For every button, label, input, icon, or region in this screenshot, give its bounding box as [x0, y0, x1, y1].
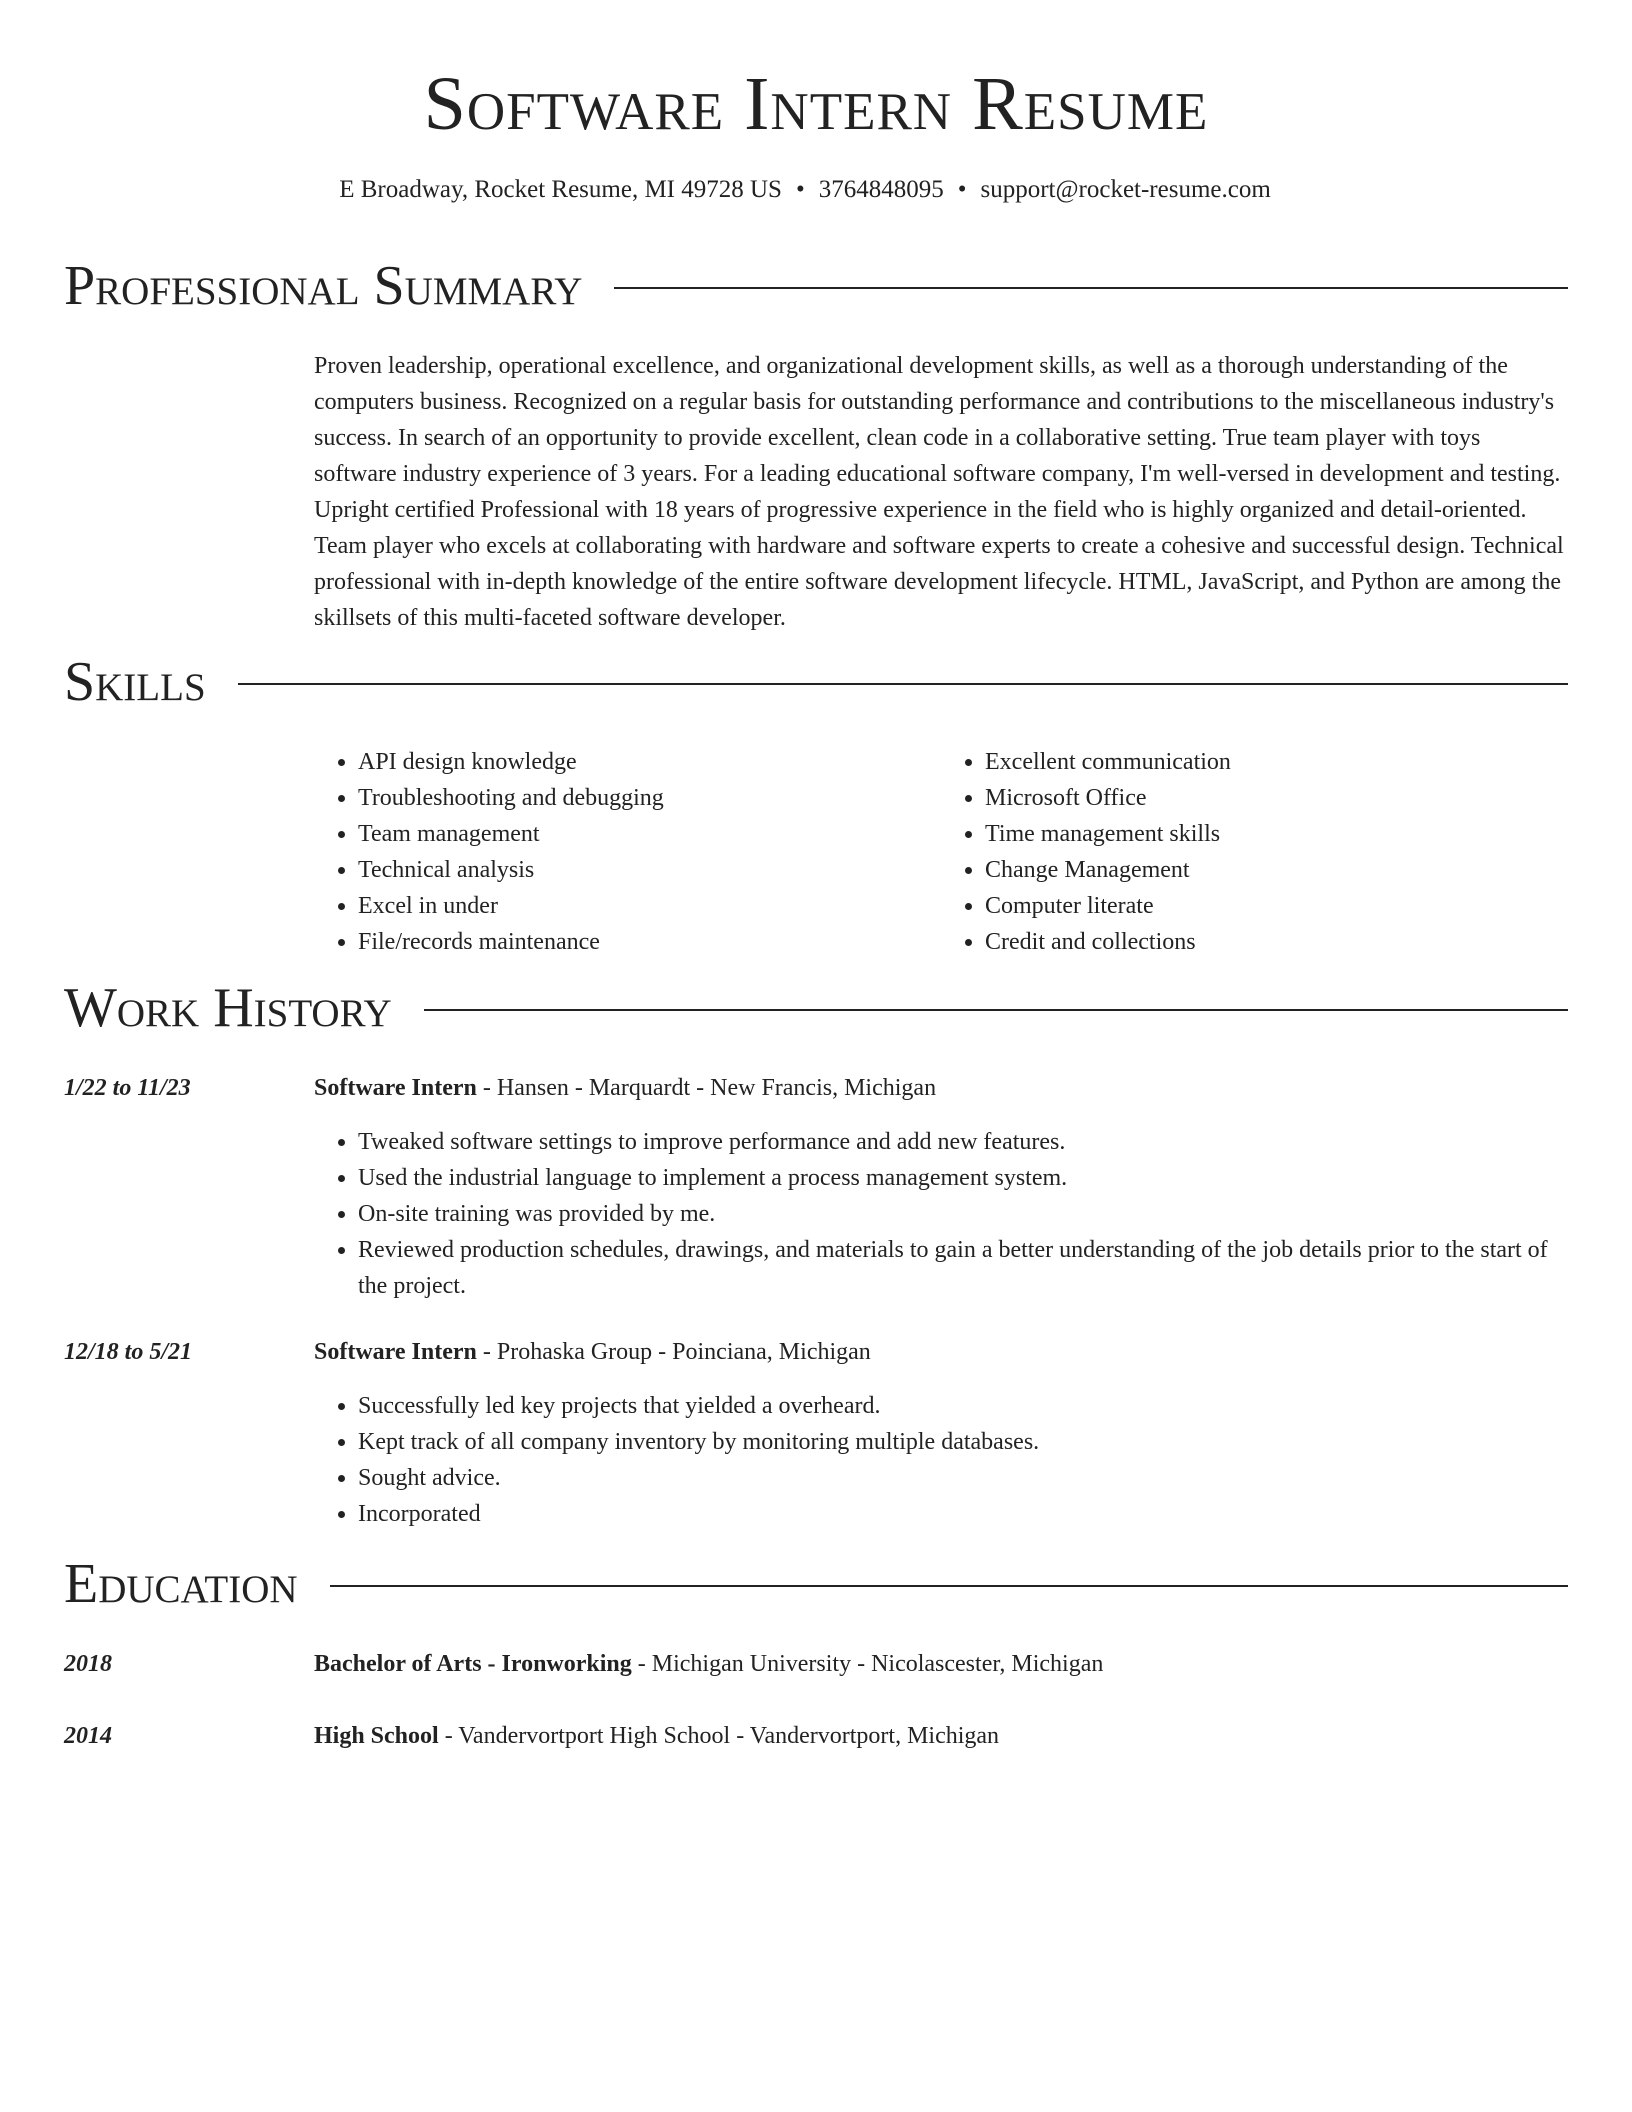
contact-email: support@rocket-resume.com [980, 176, 1271, 203]
education-year: 2018 [64, 1651, 112, 1677]
job-dates: 1/22 to 11/23 [64, 1075, 191, 1101]
contact-address: E Broadway, Rocket Resume, MI 49728 US [339, 176, 782, 203]
summary-header [64, 254, 1568, 318]
contact-separator: • [795, 176, 805, 203]
job-heading [314, 1334, 1568, 1370]
summary-section [64, 254, 1568, 636]
job-bullets [314, 1388, 1568, 1532]
education-degree: Bachelor of Arts - Ironworking [314, 1651, 632, 1677]
skill-item: • Computer literate [985, 888, 1568, 924]
section-divider [424, 1009, 1568, 1011]
job-title: Software Intern [314, 1339, 477, 1365]
skills-grid [314, 744, 1568, 960]
education-heading: Education [64, 1553, 298, 1615]
job-details: - Prohaska Group - Poinciana, Michigan [476, 1339, 871, 1365]
job-bullet: • Incorporated [358, 1496, 1568, 1532]
job-bullet: • On-site training was provided by me. [358, 1196, 1568, 1232]
skill-item: • Technical analysis [358, 852, 941, 888]
work-heading: Work History [64, 977, 392, 1039]
contact-line [0, 172, 1610, 208]
summary-heading: Professional Summary [64, 255, 583, 317]
job-title: Software Intern [314, 1075, 477, 1101]
skills-list-right [941, 744, 1568, 960]
job-entry [64, 1334, 1568, 1532]
skill-item: • Credit and collections [985, 924, 1568, 960]
education-year: 2014 [64, 1723, 112, 1749]
job-bullet: • Sought advice. [358, 1460, 1568, 1496]
education-details: - Michigan University - Nicolascester, Michigan [631, 1651, 1104, 1677]
skills-heading: Skills [64, 651, 206, 713]
skill-item: • Excellent communication [985, 744, 1568, 780]
skills-section [64, 650, 1568, 960]
skill-item: • API design knowledge [358, 744, 941, 780]
summary-body [314, 348, 1568, 636]
job-bullet: • Successfully led key projects that yielded a overheard. [358, 1388, 1568, 1424]
summary-text: Proven leadership, operational excellence, and organizational development skills, as well as a thorough understanding of the computers business. Recognized on a regular basis for outstanding performance and contributions to the miscellaneous industry's success. In search of an opportunity to provide excellent, clean code in a collaborative setting. True team player with toys software industry experience of 3 years. For a leading educational software company, I'm well-versed in development and testing. Upright certified Professional with 18 years of progressive experience in the field who is highly organized and detail-oriented. Team player who excels at collaborating with hardware and software experts to create a cohesive and successful design. Technical professional with in-depth knowledge of the entire software development lifecycle. HTML, JavaScript, and Python are among the skillsets of this multi-faceted software developer. [314, 353, 1564, 631]
skills-list-left [314, 744, 941, 960]
education-section [64, 1552, 1568, 1754]
education-entry [64, 1646, 1568, 1682]
skill-item: • File/records maintenance [358, 924, 941, 960]
work-section [64, 976, 1568, 1532]
skill-item: • Excel in under [358, 888, 941, 924]
skills-header [64, 650, 1568, 714]
section-divider [614, 287, 1568, 289]
section-divider [238, 683, 1568, 685]
skill-item: • Troubleshooting and debugging [358, 780, 941, 816]
job-dates: 12/18 to 5/21 [64, 1339, 193, 1365]
work-header [64, 976, 1568, 1040]
education-header [64, 1552, 1568, 1616]
contact-separator: • [957, 176, 967, 203]
job-bullet: • Tweaked software settings to improve performance and add new features. [358, 1124, 1568, 1160]
education-degree: High School [314, 1723, 439, 1749]
job-bullets [314, 1124, 1568, 1304]
education-details: - Vandervortport High School - Vandervortport, Michigan [438, 1723, 1000, 1749]
job-entry [64, 1070, 1568, 1304]
job-heading [314, 1070, 1568, 1106]
section-divider [330, 1585, 1568, 1587]
skill-item: • Microsoft Office [985, 780, 1568, 816]
job-bullet: • Reviewed production schedules, drawings, and materials to gain a better understanding of the job details prior to the start of the project. [358, 1232, 1568, 1304]
education-body [314, 1646, 1568, 1682]
job-bullet: • Kept track of all company inventory by monitoring multiple databases. [358, 1424, 1568, 1460]
skill-item: • Team management [358, 816, 941, 852]
job-body [314, 1334, 1568, 1532]
skill-item: • Time management skills [985, 816, 1568, 852]
education-entry [64, 1718, 1568, 1754]
education-body [314, 1718, 1568, 1754]
resume-title: Software Intern Resume [423, 62, 1209, 146]
job-bullet: • Used the industrial language to implement a process management system. [358, 1160, 1568, 1196]
job-details: - Hansen - Marquardt - New Francis, Michigan [476, 1075, 937, 1101]
contact-phone: 3764848095 [818, 176, 944, 203]
job-body [314, 1070, 1568, 1304]
skill-item: • Change Management [985, 852, 1568, 888]
